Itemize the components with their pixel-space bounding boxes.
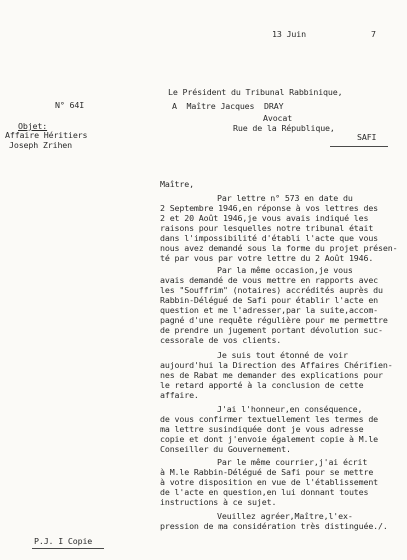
body-line: Conseiller du Gouvernement.	[160, 444, 291, 454]
reference-number: N° 64I	[55, 100, 85, 110]
body-line: Par le même courrier,j'ai écrit	[217, 457, 368, 467]
body-line: nous avez demandé sous la forme du projet présen-	[160, 243, 398, 253]
body-line: Je suis tout étonné de voir	[217, 350, 348, 360]
body-line: de prendre un jugement portant dévolution suc-	[160, 325, 383, 335]
body-line: nes de Rabat me demander des explications pour	[160, 370, 383, 380]
body-line: affaire.	[160, 390, 199, 400]
object-line: Joseph Zrihen	[9, 140, 72, 150]
recipient-title: Avocat	[263, 113, 293, 123]
body-line: à votre disposition en vue de l'établissement	[160, 477, 379, 487]
letter-date: 13 Juin	[272, 29, 306, 39]
recipient-name: A Maître Jacques DRAY	[172, 101, 284, 111]
object-heading: Objet:	[18, 121, 48, 131]
body-line: raisons pour lesquelles notre tribunal était	[160, 223, 374, 233]
closing-line: Veuillez agréer,Maître,l'ex-	[217, 511, 353, 521]
body-line: ma lettre susindiquée dont je vous adresse	[160, 424, 364, 434]
sender-line: Le Président du Tribunal Rabbinique,	[168, 87, 343, 97]
body-line: cessorale de vos clients.	[160, 335, 282, 345]
body-line: Par la même occasion,je vous	[217, 265, 353, 275]
body-line: 2 et 20 Août 1946,je vous avais indiqué les	[160, 213, 369, 223]
body-line: les "Souffrim" (notaires) accrédités auprès du	[160, 285, 383, 295]
body-line: dans l'impossibilité d'établi l'acte que vous	[160, 233, 379, 243]
city-underline	[330, 146, 388, 147]
enclosure-underline	[32, 548, 104, 549]
body-line: instructions à ce sujet.	[160, 497, 277, 507]
body-line: à M.le Rabbin-Délégué de Safi pour se mettre	[160, 467, 374, 477]
body-line: de l'acte en question,en lui donnant toutes	[160, 487, 369, 497]
body-line: pagné d'une requête régulière pour me permettre	[160, 315, 388, 325]
body-line: copie et dont j'envoie également copie à M.le	[160, 434, 379, 444]
page-number: 7	[371, 29, 376, 39]
body-line: aujourd'hui la Direction des Affaires Chérifien-	[160, 360, 393, 370]
body-line: J'ai l'honneur,en conséquence,	[217, 404, 363, 414]
enclosure-note: P.J. I Copie	[34, 536, 93, 546]
body-line: Rabbin-Délégué de Safi pour établir l'acte en	[160, 295, 379, 305]
recipient-city: SAFI	[357, 132, 377, 142]
body-line: 2 Septembre 1946,en réponse à vos lettres des	[160, 203, 379, 213]
recipient-street: Rue de la République,	[233, 123, 335, 133]
closing-line: pression de ma considération très distinguée./.	[160, 521, 388, 531]
body-line: té par vous par votre lettre du 2 Août 1946.	[160, 253, 374, 263]
object-line: Affaire Héritiers	[5, 130, 88, 140]
body-line: question et me l'adresser,par la suite,accom-	[160, 305, 379, 315]
body-line: avais demandé de vous mettre en rapports avec	[160, 275, 379, 285]
body-line: de vous confirmer textuellement les termes de	[160, 414, 379, 424]
salutation: Maître,	[160, 179, 194, 189]
body-line: Par lettre n° 573 en date du	[217, 193, 353, 203]
body-line: le retard apporté à la conclusion de cette	[160, 380, 364, 390]
